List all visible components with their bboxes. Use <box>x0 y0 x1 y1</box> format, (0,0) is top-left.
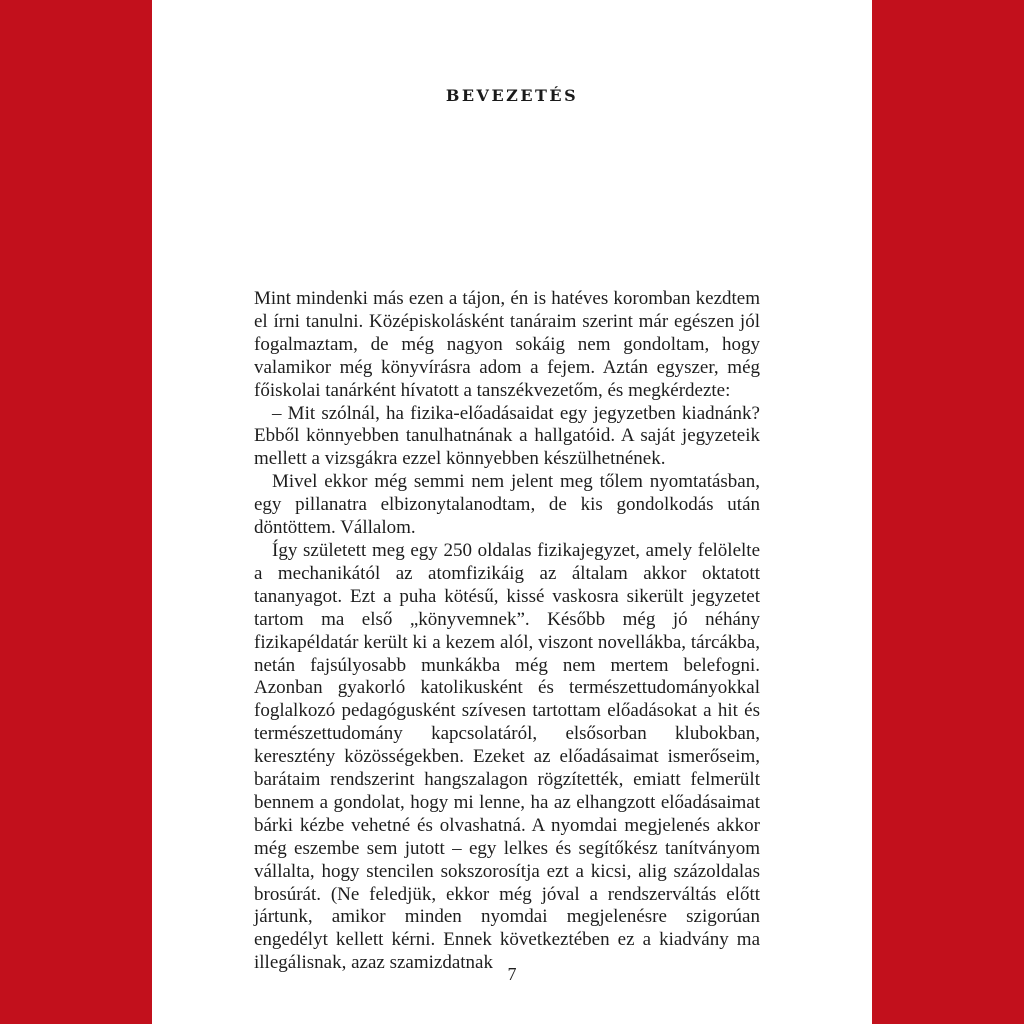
paragraph: Mivel ekkor még semmi nem jelent meg tőlem nyomtatásban, egy pillanatra elbizonytalanodtam, de kis gondolkodás után döntöttem. Vállalom. <box>254 471 760 539</box>
paragraph: Mint mindenki más ezen a tájon, én is hatéves koromban kezdtem el írni tanulni. Középiskolásként tanáraim szerint már egészen jól fogalmaztam, de még nagyon sokáig nem gondoltam, hogy valamikor még könyvírásra adom a fejem. Aztán egyszer, még főiskolai tanárként hívatott a tanszékvezetőm, és megkérdezte: <box>254 288 760 401</box>
book-page <box>152 0 872 1024</box>
paragraph: Így született meg egy 250 oldalas fizikajegyzet, amely felölelte a mechanikától az atomfizikáig az általam akkor oktatott tananyagot. Ezt a puha kötésű, kissé vaskosra sikerült jegyzetet tartom ma első „könyvemnek”. Később még jó néhány fizikapéldatár került ki a kezem alól, viszont novellákba, tárcákba, netán fajsúlyosabb munkákba még nem mertem belefogni. Azonban gyakorló katolikusként és természettudományokkal foglalkozó pedagógusként szívesen tartottam előadásokat a hit és természettudomány kapcsolatáról, elsősorban klubokban, keresztény közösségekben. Ezeket az előadásaimat ismerőseim, barátaim rendszerint hangszalagon rögzítették, emiatt felmerült bennem a gondolat, hogy mi lenne, ha az elhangzott előadásaimat bárki kézbe vehetné és olvashatná. A nyomdai megjelenés akkor még eszembe sem jutott – egy lelkes és segítőkész tanítványom vállalta, hogy stencilen sokszorosítja ezt a kicsi, alig százoldalas brosúrát. (Ne feledjük, ekkor még jóval a rendszerváltás előtt jártunk, amikor minden nyomdai megjelenésre szigorúan engedélyt kellett kérni. Ennek következtében ez a kiadvány ma illegálisnak, azaz szamizdatnak <box>254 539 760 974</box>
dialogue-paragraph: – Mit szólnál, ha fizika-előadásaidat egy jegyzetben kiadnánk? Ebből könnyebben tanulhatnának a hallgatóid. A saját jegyzeteik mellett a vizsgákra ezzel könnyebben készülhetnének. <box>254 402 760 470</box>
page-number: 7 <box>507 964 517 984</box>
body-text <box>254 288 760 975</box>
chapter-title: BEVEZETÉS <box>445 86 579 105</box>
